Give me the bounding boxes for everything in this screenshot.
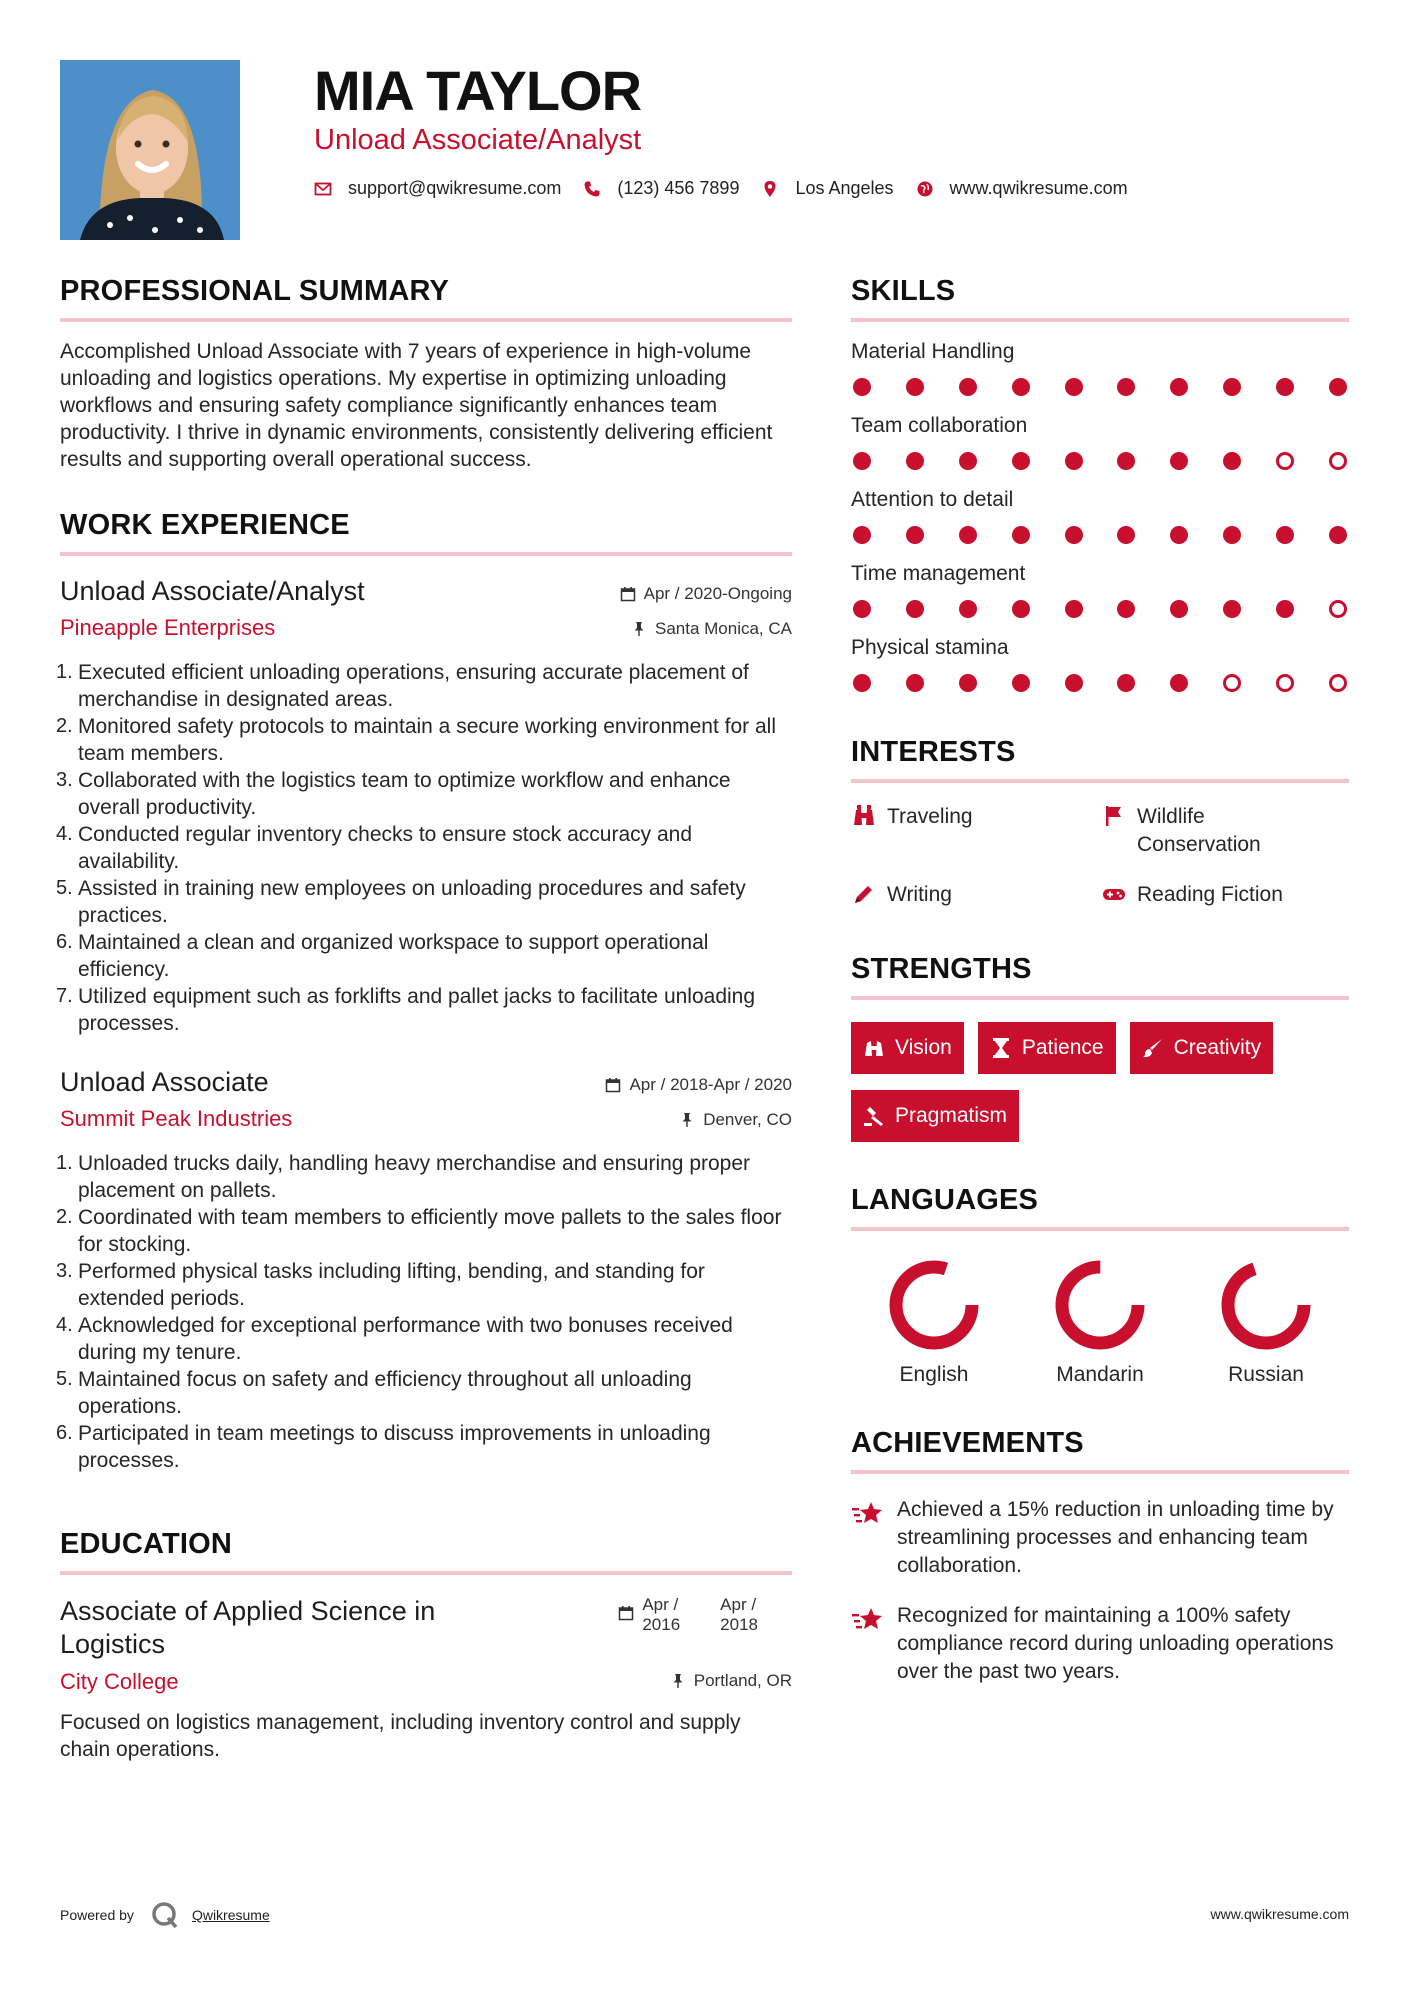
rating-dot-filled xyxy=(959,600,977,618)
bullet-item: 2. Coordinated with team members to efficiently move pallets to the sales floor for stocking. xyxy=(56,1206,782,1256)
achievements-section xyxy=(851,1427,1349,1686)
language-item xyxy=(1017,1257,1183,1387)
gamepad-icon xyxy=(1101,881,1127,907)
contact-website[interactable] xyxy=(916,178,1128,199)
bullet-item: 1. Executed efficient unloading operations, ensuring accurate placement of merchandise in designated areas. xyxy=(56,661,749,711)
language-gauge-arc xyxy=(896,1267,972,1343)
pushpin-icon xyxy=(670,1673,686,1689)
summary-heading: PROFESSIONAL SUMMARY xyxy=(60,275,792,322)
rating-dot-filled xyxy=(1117,674,1135,692)
job-title: Unload Associate/Analyst xyxy=(60,576,365,606)
job-dates-text: Apr / 2020-Ongoing xyxy=(643,584,792,603)
summary-text: Accomplished Unload Associate with 7 years of experience in high-volume unloading and logistics operations. My expertise in optimizing unloading workflows and ensuring safety compliance significantly enhances team productivity. I thrive in dynamic environments, consistently delivering efficient results and supporting overall operational success. xyxy=(60,340,773,471)
profile-photo xyxy=(60,60,240,240)
website-text: www.qwikresume.com xyxy=(949,178,1128,198)
right-column xyxy=(851,275,1349,1686)
interest-item: Writing xyxy=(851,881,1101,909)
map-pin-icon xyxy=(761,180,779,198)
envelope-icon xyxy=(314,180,332,198)
rating-dot-filled xyxy=(853,600,871,618)
bullet-item: 4. Acknowledged for exceptional performance with two bonuses received during my tenure. xyxy=(56,1314,733,1364)
skill-name: Material Handling xyxy=(851,340,1015,363)
rating-dot-filled xyxy=(1170,600,1188,618)
language-name: Mandarin xyxy=(1056,1363,1144,1386)
education-heading: EDUCATION xyxy=(60,1528,792,1575)
shooting-star-icon xyxy=(851,1604,885,1634)
bullet-item: 6. Participated in team meetings to discuss improvements in unloading processes. xyxy=(56,1422,711,1472)
strengths-section xyxy=(851,953,1349,1158)
education-description: Focused on logistics management, including inventory control and supply chain operations. xyxy=(60,1711,741,1761)
footer-website[interactable]: www.qwikresume.com xyxy=(1210,1906,1349,1922)
rating-dot-filled xyxy=(1065,452,1083,470)
skill-name: Time management xyxy=(851,562,1026,585)
brand-link[interactable]: Qwikresume xyxy=(191,1907,270,1923)
interests-grid xyxy=(851,803,1349,909)
bullet-item: 3. Performed physical tasks including lifting, bending, and standing for extended periods. xyxy=(56,1260,705,1310)
language-gauge-arc xyxy=(1062,1267,1138,1343)
bullet-item: 5. Maintained focus on safety and efficiency throughout all unloading operations. xyxy=(56,1368,692,1418)
rating-dot-empty xyxy=(1223,674,1241,692)
qwikresume-logo-icon xyxy=(150,1900,180,1930)
language-item xyxy=(1183,1257,1349,1387)
contact-bar xyxy=(314,178,1150,199)
rating-dot-filled xyxy=(853,378,871,396)
calendar-icon xyxy=(618,1605,634,1621)
bullet-item: 2. Monitored safety protocols to maintain a secure working environment for all team members. xyxy=(56,715,777,765)
calendar-icon xyxy=(605,1077,621,1093)
strength-badge: Vision xyxy=(851,1022,964,1074)
globe-icon xyxy=(916,180,934,198)
interest-item: Wildlife Conservation xyxy=(1101,803,1351,859)
bullet-item: 6. Maintained a clean and organized workspace to support operational efficiency. xyxy=(56,931,709,981)
job-bullets xyxy=(56,1150,792,1474)
education-location xyxy=(670,1671,792,1691)
job-entry-1 xyxy=(56,576,792,1037)
rating-dot-filled xyxy=(1065,526,1083,544)
job-company: Summit Peak Industries xyxy=(60,1106,293,1131)
bullet-item: 5. Assisted in training new employees on unloading procedures and safety practices. xyxy=(56,877,746,927)
bullet-item: 3. Collaborated with the logistics team to optimize workflow and enhance overall productivity. xyxy=(56,769,731,819)
job-location xyxy=(679,1110,792,1130)
language-item xyxy=(851,1257,1017,1387)
language-name: Russian xyxy=(1228,1363,1304,1386)
degree-title: Associate of Applied Science in Logistics xyxy=(60,1596,436,1659)
rating-dot-filled xyxy=(959,674,977,692)
skill-rating xyxy=(851,378,1349,396)
strengths-heading: STRENGTHS xyxy=(851,953,1349,1000)
skill-name: Physical stamina xyxy=(851,636,1009,659)
achievements-heading: ACHIEVEMENTS xyxy=(851,1427,1349,1474)
rating-dot-filled xyxy=(1276,378,1294,396)
rating-dot-filled xyxy=(853,526,871,544)
bullet-item: 7. Utilized equipment such as forklifts and pallet jacks to facilitate unloading processes. xyxy=(56,985,756,1035)
rating-dot-filled xyxy=(1065,378,1083,396)
rating-dot-filled xyxy=(906,452,924,470)
school-name: City College xyxy=(60,1669,179,1694)
skill-rating xyxy=(851,452,1349,470)
rating-dot-filled xyxy=(906,600,924,618)
language-gauge xyxy=(1218,1257,1314,1353)
rating-dot-empty xyxy=(1276,452,1294,470)
interests-section xyxy=(851,736,1349,909)
hourglass-icon xyxy=(990,1037,1012,1059)
job-location xyxy=(631,619,792,639)
rating-dot-filled xyxy=(853,452,871,470)
experience-heading: WORK EXPERIENCE xyxy=(60,509,792,556)
flag-icon xyxy=(1101,803,1127,829)
language-gauge xyxy=(1052,1257,1148,1353)
phone-icon xyxy=(583,180,601,198)
skill-rating xyxy=(851,600,1349,618)
rating-dot-filled xyxy=(1276,600,1294,618)
left-column xyxy=(56,275,792,1763)
languages-heading: LANGUAGES xyxy=(851,1184,1349,1231)
rating-dot-filled xyxy=(853,674,871,692)
skills-list xyxy=(851,340,1349,692)
summary-section xyxy=(60,275,792,473)
rating-dot-filled xyxy=(959,452,977,470)
candidate-name: MIA TAYLOR xyxy=(314,59,642,122)
education-dates: Apr / 2016 Apr / 2018 xyxy=(618,1595,758,1635)
skill-name: Team collaboration xyxy=(851,414,1028,437)
rating-dot-filled xyxy=(1276,526,1294,544)
rating-dot-filled xyxy=(1012,526,1030,544)
rating-dot-filled xyxy=(906,526,924,544)
rating-dot-filled xyxy=(1012,674,1030,692)
rating-dot-filled xyxy=(1170,452,1188,470)
job-bullets xyxy=(56,659,792,1037)
language-name: English xyxy=(899,1363,969,1386)
rating-dot-filled xyxy=(1223,452,1241,470)
brush-icon xyxy=(1142,1037,1164,1059)
powered-by-text: Powered by xyxy=(60,1907,134,1923)
interests-heading: INTERESTS xyxy=(851,736,1349,783)
gavel-icon xyxy=(863,1105,885,1127)
achievement-item: Recognized for maintaining a 100% safety compliance record during unloading operations over the past two years. xyxy=(851,1602,1349,1686)
education-location-text: Portland, OR xyxy=(693,1671,792,1690)
contact-email[interactable] xyxy=(314,178,561,199)
language-gauge-arc xyxy=(1228,1267,1304,1343)
rating-dot-filled xyxy=(959,378,977,396)
languages-list xyxy=(851,1257,1349,1387)
skill-name: Attention to detail xyxy=(851,488,1014,511)
rating-dot-filled xyxy=(1012,452,1030,470)
rating-dot-empty xyxy=(1276,674,1294,692)
skills-heading: SKILLS xyxy=(851,275,1349,322)
strength-badge: Patience xyxy=(978,1022,1116,1074)
contact-phone[interactable] xyxy=(583,178,739,199)
skill-rating xyxy=(851,526,1349,544)
footer-powered-by xyxy=(60,1900,270,1930)
rating-dot-filled xyxy=(1223,600,1241,618)
rating-dot-filled xyxy=(1117,600,1135,618)
rating-dot-filled xyxy=(906,378,924,396)
bullet-item: 4. Conducted regular inventory checks to ensure stock accuracy and availability. xyxy=(56,823,692,873)
skills-section xyxy=(851,275,1349,692)
rating-dot-filled xyxy=(1223,378,1241,396)
rating-dot-filled xyxy=(906,674,924,692)
rating-dot-empty xyxy=(1329,600,1347,618)
shooting-star-icon xyxy=(851,1498,885,1528)
contact-location xyxy=(761,178,893,199)
candidate-title: Unload Associate/Analyst xyxy=(314,124,642,156)
skill-rating xyxy=(851,674,1349,692)
email-text: support@qwikresume.com xyxy=(348,178,562,198)
language-gauge xyxy=(886,1257,982,1353)
rating-dot-filled xyxy=(1117,378,1135,396)
rating-dot-empty xyxy=(1329,452,1347,470)
education-entry xyxy=(60,1595,792,1763)
pencil-icon xyxy=(851,881,877,907)
rating-dot-filled xyxy=(1065,600,1083,618)
job-location-text: Santa Monica, CA xyxy=(654,619,792,638)
phone-text: (123) 456 7899 xyxy=(617,178,740,198)
rating-dot-filled xyxy=(1170,674,1188,692)
strengths-list xyxy=(851,1022,1371,1158)
binoculars-icon xyxy=(863,1037,885,1059)
strength-badge: Creativity xyxy=(1130,1022,1274,1074)
job-entry-2 xyxy=(56,1067,792,1474)
job-title: Unload Associate xyxy=(60,1067,269,1097)
rating-dot-filled xyxy=(1012,600,1030,618)
rating-dot-filled xyxy=(1065,674,1083,692)
rating-dot-filled xyxy=(1170,526,1188,544)
job-location-text: Denver, CO xyxy=(703,1110,792,1129)
pushpin-icon xyxy=(679,1112,695,1128)
job-dates xyxy=(605,1075,792,1095)
rating-dot-filled xyxy=(1012,378,1030,396)
bullet-item: 1. Unloaded trucks daily, handling heavy merchandise and ensuring proper placement on pallets. xyxy=(56,1152,751,1202)
strength-badge: Pragmatism xyxy=(851,1090,1019,1142)
rating-dot-filled xyxy=(1117,452,1135,470)
location-text: Los Angeles xyxy=(795,178,894,198)
rating-dot-filled xyxy=(1329,526,1347,544)
rating-dot-filled xyxy=(1329,378,1347,396)
interest-item: Traveling xyxy=(851,803,1101,859)
pushpin-icon xyxy=(631,621,647,637)
calendar-icon xyxy=(620,586,636,602)
rating-dot-filled xyxy=(1117,526,1135,544)
job-dates xyxy=(620,584,792,604)
languages-section xyxy=(851,1184,1349,1387)
job-company: Pineapple Enterprises xyxy=(60,615,276,640)
education-section xyxy=(60,1528,792,1763)
rating-dot-empty xyxy=(1329,674,1347,692)
achievement-item: Achieved a 15% reduction in unloading time by streamlining processes and enhancing team collaboration. xyxy=(851,1496,1349,1580)
binoculars-icon xyxy=(851,803,877,829)
rating-dot-filled xyxy=(1223,526,1241,544)
job-dates-text: Apr / 2018-Apr / 2020 xyxy=(629,1075,792,1094)
rating-dot-filled xyxy=(959,526,977,544)
rating-dot-filled xyxy=(1170,378,1188,396)
interest-item: Reading Fiction xyxy=(1101,881,1351,909)
experience-section xyxy=(56,509,792,1474)
